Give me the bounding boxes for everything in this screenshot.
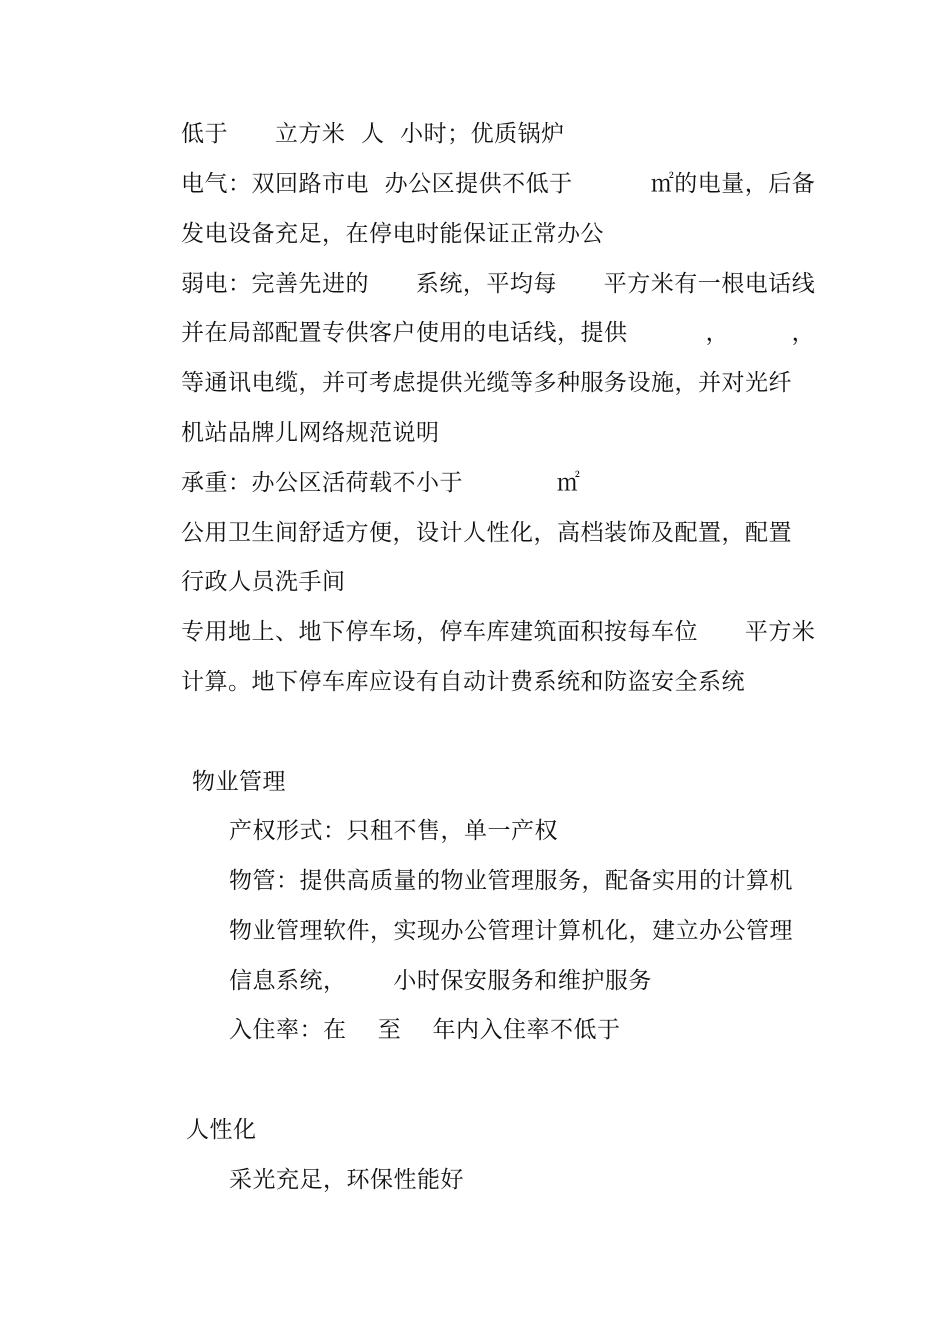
paragraph-line: 机站品牌儿网络规范说明 (181, 420, 440, 446)
list-item: 物业管理软件，实现办公管理计算机化，建立办公管理 (229, 918, 793, 944)
list-item: 信息系统， 小时保安服务和维护服务 (229, 968, 652, 994)
paragraph-line: 电气：双回路市电 办公区提供不低于 ㎡的电量，后备 (181, 171, 816, 197)
list-item: 物管：提供高质量的物业管理服务，配备实用的计算机 (229, 868, 793, 894)
paragraph-line: 发电设备充足，在停电时能保证正常办公 (181, 221, 604, 247)
section-heading-humanized: 人性化 (186, 1117, 257, 1143)
paragraph-line: 行政人员洗手间 (181, 569, 346, 595)
paragraph-line: 计算。地下停车库应设有自动计费系统和防盗安全系统 (181, 669, 745, 695)
list-item: 采光充足，环保性能好 (229, 1167, 464, 1193)
paragraph-line: 等通讯电缆，并可考虑提供光缆等多种服务设施，并对光纤 (181, 370, 792, 396)
paragraph-line: 低于 立方米 人 小时；优质锅炉 (181, 121, 565, 147)
paragraph-line: 并在局部配置专供客户使用的电话线，提供 ， ， (181, 320, 816, 346)
paragraph-line: 承重：办公区活荷载不小于 ㎡ (181, 470, 581, 496)
paragraph-line: 公用卫生间舒适方便，设计人性化，高档装饰及配置，配置 (181, 520, 792, 546)
paragraph-line: 弱电：完善先进的 系统，平均每 平方米有一根电话线 (181, 271, 816, 297)
paragraph-line: 专用地上、地下停车场，停车库建筑面积按每车位 平方米 (181, 619, 816, 645)
list-item: 产权形式：只租不售，单一产权 (229, 818, 558, 844)
section-heading-property: 物业管理 (192, 769, 286, 795)
list-item: 入住率：在 至 年内入住率不低于 (229, 1017, 621, 1043)
